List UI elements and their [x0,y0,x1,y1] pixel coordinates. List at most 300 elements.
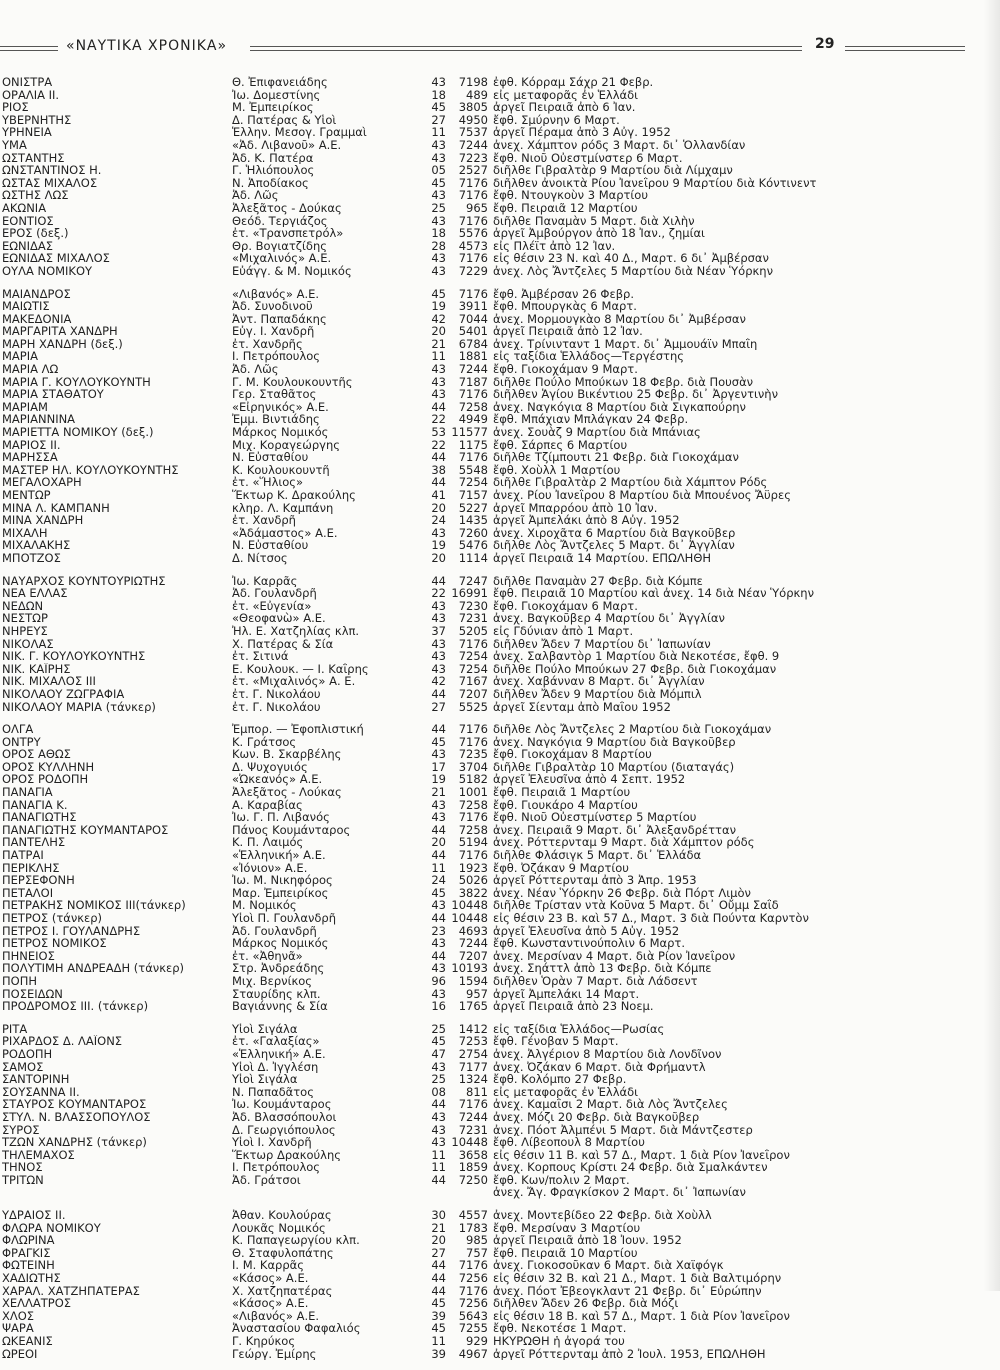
table-row [0,736,1000,749]
ship-status: ἀνεχ. Καμαΐσι 2 Μαρτ. διὰ Λὸς Ἄντζελες [493,1098,728,1111]
tonnage-code: 44 [431,1284,446,1298]
ship-name: ΜΑΡΙΑ [2,350,38,364]
owner-name: Ἀδ. Λῶς [232,189,279,202]
tonnage-code: 20 [431,551,446,565]
deadweight: 929 [466,1335,488,1348]
deadweight: 7176 [458,811,488,824]
table-row [0,887,1000,900]
owner-name: Δ. Νίτσος [232,551,288,565]
tonnage-code: 43 [431,1060,446,1074]
deadweight: 1114 [458,551,488,565]
table-row [0,139,1000,152]
table-row [0,988,1000,1001]
ship-status: διῆλθεν Ἄδεν 9 Μαρτίου διὰ Μόμπιλ [493,687,702,701]
owner-name: Κων. Β. Σκαρβέλης [232,748,342,761]
tonnage-code: 43 [431,526,446,540]
deadweight: 7254 [458,476,488,489]
table-row [0,723,1000,736]
table-row [0,350,1000,363]
ship-status: ἀνεχ. Μορμουγκὰο 8 Μαρτίου δι᾽ Ἀμβέρσαν [493,312,746,326]
tonnage-code: 16 [431,1000,446,1013]
deadweight: 7254 [458,662,488,676]
tonnage-code: 44 [431,912,446,925]
tonnage-code: 44 [431,1272,446,1285]
owner-name: Ἀναστασίου Φαφαλιός [232,1322,361,1335]
table-row [0,1209,1000,1222]
owner-name: Ἠλ. Ε. Χατζηλίας κλπ. [232,624,360,638]
ship-status: ἀνεχ. Μοντεβίδεο 22 Φεβρ. διὰ Χοὺλλ [493,1209,712,1222]
tonnage-code: 44 [431,1173,446,1187]
deadweight: 7176 [458,849,488,862]
deadweight: 7187 [458,375,488,389]
tonnage-code: 43 [431,637,446,651]
table-row [0,824,1000,837]
owner-name: Υἱοὶ Σιγάλα [232,1022,298,1036]
ship-status: ἀνεχ. Πόοτ Ἀλμπένι 5 Μαρτ. διὰ Μάντζεστερ [493,1123,753,1137]
deadweight: 1435 [458,514,488,527]
ship-name: ΩΚΕΑΝΙΣ [2,1335,53,1348]
ship-status: ἀνεχ. Πειραιᾶ 9 Μαρτ. δι᾽ Ἀλεξανδρέτταν [493,823,736,837]
tonnage-code: 44 [431,574,446,588]
journal-title: «ΝΑΥΤΙΚΑ ΧΡΟΝΙΚΑ» [62,38,231,54]
ship-name: ΜΑΡΙΑΜ [2,400,48,414]
tonnage-code: 45 [431,287,446,301]
ship-name: ΤΗΝΟΣ [2,1161,43,1174]
deadweight: 1923 [458,861,488,875]
deadweight: 7258 [458,798,488,812]
ship-status: διῆλθε Γιβραλτὰρ 10 Μαρτίου (διαταγάς) [493,760,735,774]
ship-name: ΣΑΝΤΟΡΙΝΗ [2,1073,70,1086]
ship-status: ἔφθ. Ἀμβέρσαν 26 Φεβρ. [493,287,634,301]
ship-name: ΝΙΚ. ΚΑΪΡΗΣ [2,662,71,676]
ship-name: ΕΡΟΣ (δεξ.) [2,227,69,240]
tonnage-code: 42 [431,675,446,688]
tonnage-code: 27 [431,700,446,714]
ship-status: ἔφθ. Νιοῦ Οὐεστμίνστερ 5 Μαρτίου [493,811,697,824]
tonnage-code: 45 [431,101,446,114]
owner-name: ἐτ. «Ἥλιος» [232,476,304,489]
table-row [0,748,1000,761]
ship-name: ΣΤΑΥΡΟΣ ΚΟΥΜΑΝΤΑΡΟΣ [2,1098,147,1111]
ship-status: διῆλθε Λὸς Ἄντζελες 2 Μαρτίου διὰ Γιοκοχάμαν [493,723,772,736]
owner-name: Θεόδ. Τεργιάζος [232,214,328,228]
table-row [0,1023,1000,1036]
ship-name: ΨΑΡΑ [2,1322,34,1335]
table-row [0,476,1000,489]
owner-name: «Ἑλληνική» Α.Ε. [232,1047,326,1061]
table-row [0,650,1000,663]
owner-name: Ἀντ. Παπαδάκης [232,312,327,326]
owner-name: «Κάσος» Α.Ε. [232,1297,309,1310]
ship-status: ἔφθ. Ντουγκοὺν 3 Μαρτίου [493,189,648,202]
ship-group [0,575,1000,714]
table-row [0,126,1000,139]
deadweight: 7176 [458,637,488,651]
deadweight: 957 [466,987,488,1001]
tonnage-code: 44 [431,451,446,464]
tonnage-code: 05 [431,164,446,177]
deadweight: 5548 [458,463,488,477]
ship-status: ἀνεχ. Ναγκόγια 8 Μαρτίου διὰ Σιγκαπούρην [493,400,746,414]
owner-name: Ἐμμ. Βιντιάδης [232,413,320,427]
ship-name: ΠΡΟΔΡΟΜΟΣ ΙΙΙ. (τάνκερ) [2,1000,149,1013]
owner-name: Μαρ. Ἐμπειρίκος [232,886,329,900]
ship-name: ΩΣΤΗΣ ΛΩΣ [2,189,69,202]
owner-name: Υἱοὶ Δ. Ἰγγλέση [232,1060,319,1074]
table-row [0,265,1000,278]
ship-name: ΠΑΝΑΓΙΑ [2,786,53,799]
owner-name: Ἀλεξᾶτος - Λούκας [232,786,342,799]
tonnage-code: 21 [431,337,446,351]
tonnage-code: 27 [431,113,446,127]
ship-name: ΤΡΙΤΩΝ [2,1173,44,1187]
deadweight: 10448 [451,912,488,925]
ship-status: διῆλθεν ἀνοικτὰ Ρίου Ἰανεΐρου 9 Μαρτίου διὰ Κόντινεντ [493,176,817,190]
ship-group [0,723,1000,1013]
ship-name: ΟΝΙΣΤΡΑ [2,76,53,89]
deadweight: 7207 [458,687,488,701]
table-row [0,862,1000,875]
table-row [0,401,1000,414]
ship-group [0,1209,1000,1360]
ship-status: ἀνεχ. Ὀζάκαν 6 Μαρτ. διὰ Φρήμαντλ [493,1060,706,1074]
ship-name: ΤΗΛΕΜΑΧΟΣ [2,1148,75,1162]
deadweight: 7253 [458,1035,488,1048]
ship-name: ΜΑΣΤΕΡ ΗΛ. ΚΟΥΛΟΥΚΟΥΝΤΗΣ [2,463,179,477]
ship-status: ἔφθ. Κων/πολιν 2 Μαρτ. [493,1173,630,1187]
table-row [0,252,1000,265]
header-rule-left-2 [0,50,58,51]
deadweight: 5576 [458,227,488,240]
owner-name: Γεώργ. Ἐμίρης [232,1347,317,1361]
ship-name: ΦΩΤΕΙΝΗ [2,1259,55,1273]
owner-name: Ἀδ. Βλασσόπουλοι [232,1110,337,1124]
owner-name: Θρ. Βογιατζίδης [232,239,328,253]
table-row [0,101,1000,114]
tonnage-code: 44 [431,949,446,963]
table-row [0,1259,1000,1272]
owner-name: ἐτ. «Εὐγενία» [232,599,312,613]
deadweight: 7177 [458,1060,488,1074]
ship-name: ΕΟΝΤΙΟΣ [2,214,54,228]
ship-name: ΩΣΤΑΣ ΜΙΧΑΛΟΣ [2,176,98,190]
table-row [0,1149,1000,1162]
ship-name: ΕΩΝΙΔΑΣ ΜΙΧΑΛΟΣ [2,252,110,265]
ship-name: ΝΑΥΑΡΧΟΣ ΚΟΥΝΤΟΥΡΙΩΤΗΣ [2,574,166,588]
deadweight: 1412 [458,1022,488,1036]
tonnage-code: 21 [431,1221,446,1235]
owner-name: Ε. Κουλουκ. — Ι. Καΐρης [232,662,369,676]
ship-name: ΥΒΕΡΝΗΤΗΣ [2,113,72,127]
ship-status: ἔφθ. Μερσίναν 3 Μαρτίου [493,1221,641,1235]
owner-name: Ἰω. Δομεστίνης [232,88,321,102]
tonnage-code: 44 [431,1259,446,1273]
owner-name: «Εἰρηνικός» Α.Ε. [232,400,329,414]
deadweight: 7229 [458,264,488,278]
table-row [0,227,1000,240]
ship-status: διῆλθε Φλάσιγκ 5 Μαρτ. δι᾽ Ἑλλάδα [493,849,702,862]
ship-name: ΧΑΔΙΩΤΗΣ [2,1272,61,1285]
ship-status: ἀργεῖ Ἐλευσῖνα ἀπὸ 5 Αὐγ. 1952 [493,924,680,938]
owner-name: Ἀδ. Λῶς [232,363,279,376]
deadweight: 7176 [458,252,488,265]
owner-name: Χ. Χατζηπατέρας [232,1284,333,1298]
owner-name: ἐτ. «Γαλαξίας» [232,1035,320,1048]
tonnage-code: 44 [431,849,446,862]
owner-name: Υἱοὶ Σιγάλα [232,1073,298,1086]
tonnage-code: 43 [431,189,446,202]
ship-status: εἰς μεταφορᾶς ἐν Ἑλλάδι [493,1085,639,1099]
table-row [0,164,1000,177]
tonnage-code: 47 [431,1047,446,1061]
owner-name: κληρ. Λ. Καμπάνη [232,501,334,515]
ship-name: ΜΑΡΙΑ Γ. ΚΟΥΛΟΥΚΟΥΝΤΗ [2,375,151,389]
table-row [0,638,1000,651]
ship-status: διῆλθε Τρίσταν ντὰ Κοῦνα 5 Μαρτ. δι᾽ Οὔμμ Σαΐδ [493,899,779,912]
deadweight: 4949 [458,413,488,427]
deadweight: 10448 [451,1136,488,1149]
owner-name: Θ. Σταφυλοπάτης [232,1246,334,1260]
tonnage-code: 43 [431,748,446,761]
table-row [0,1174,1000,1187]
ship-name: ΜΑΡΙΟΣ ΙΙ. [2,438,61,452]
owner-name: Ι. Πετρόπουλος [232,350,321,364]
ship-name: ΠΑΝΑΓΙΑ Κ. [2,798,68,812]
tonnage-code: 43 [431,662,446,676]
owner-name: Βαγιάννης & Σία [232,1000,328,1013]
ship-name: ΑΚΩΝΙΑ [2,201,47,215]
ship-status: ἔφθ. Νεκοτέσε 1 Μαρτ. [493,1322,627,1335]
ship-status: ἔφθ. Κωνσταντινούπολιν 6 Μαρτ. [493,937,685,950]
tonnage-code: 43 [431,937,446,950]
tonnage-code: 20 [431,501,446,515]
owner-name: ἐτ. Γ. Νικολάου [232,700,321,714]
tonnage-code: 11 [431,1161,446,1174]
deadweight: 4967 [458,1347,488,1361]
tonnage-code: 23 [431,924,446,938]
owner-name: Μιχ. Βερνίκος [232,974,313,988]
tonnage-code: 20 [431,1234,446,1247]
ship-name: ΡΙΤΑ [2,1022,28,1036]
ship-status: ἐφθ. Κόρραμ Σάχρ 21 Φεβρ. [493,76,654,89]
deadweight: 7244 [458,1110,488,1124]
ship-status: διῆλθεν Ἁγίου Βικέντιου 25 Φεβρ. δι᾽ Ἀργεντινὴν [493,388,779,401]
table-row [0,338,1000,351]
ship-status: ἀνεχ. Χιροχᾶτα 6 Μαρτίου διὰ Βαγκοῦβερ [493,526,736,540]
owner-name: Ἰω. Γ. Π. Λιβανός [232,811,330,824]
owner-name: «Ὠκεανός» Α.Ε. [232,773,323,787]
tonnage-code: 96 [431,974,446,988]
deadweight: 11577 [451,426,488,439]
table-row [0,575,1000,588]
table-row [0,288,1000,301]
table-row [0,1111,1000,1124]
deadweight: 1175 [458,438,488,452]
deadweight: 7044 [458,312,488,326]
tonnage-code: 44 [431,1098,446,1111]
table-row [0,688,1000,701]
tonnage-code: 42 [431,312,446,326]
ship-name: ΠΟΣΕΙΔΩΝ [2,987,63,1001]
owner-name: Κ. Γράτσος [232,735,297,749]
table-row [0,675,1000,688]
ship-status: ἔφθ. Χοὺλλ 1 Μαρτίου [493,463,621,477]
ship-name: ΟΡΟΣ ΚΥΛΛΗΝΗ [2,760,95,774]
ship-status: εἰς Πλέϊτ ἀπὸ 12 Ἰαν. [493,239,616,253]
deadweight: 3704 [458,760,488,774]
tonnage-code: 11 [431,1335,446,1348]
owner-name: Ἕκτωρ Κ. Δρακούλης [232,489,356,502]
table-row [0,1000,1000,1013]
tonnage-code: 24 [431,874,446,887]
owner-name: «Λιβανός» Α.Ε. [232,1309,320,1323]
table-row [0,874,1000,887]
deadweight: 7231 [458,612,488,625]
table-row [0,1310,1000,1323]
tonnage-code: 43 [431,599,446,613]
ship-name: ΝΙΚΟΛΑΣ [2,637,54,651]
deadweight: 7247 [458,574,488,588]
deadweight: 7254 [458,650,488,663]
owner-name: Ἐμπορ. — Ἐφοπλιστική [232,723,364,736]
ship-name: ΟΝΤΡΥ [2,735,41,749]
tonnage-code: 22 [431,587,446,600]
ship-name: ΕΩΝΙΔΑΣ [2,239,54,253]
table-row [0,773,1000,786]
tonnage-code: 43 [431,962,446,975]
deadweight: 3822 [458,886,488,900]
deadweight: 6784 [458,337,488,351]
ship-status: ἔφθ. Πειραιᾶ 10 Μαρτίου καὶ ἀνεχ. 14 διὰ Νέαν Ὑόρκην [493,587,815,600]
running-header [0,38,1000,60]
ship-name: ΜΙΝΑ Λ. ΚΑΜΠΑΝΗ [2,501,110,515]
ship-name: ΟΡΟΣ ΡΟΔΟΠΗ [2,773,89,787]
tonnage-code: 11 [431,1148,446,1162]
table-row [0,701,1000,714]
ship-status: ἀργεῖ Ἐλευσῖνα ἀπὸ 4 Σεπτ. 1952 [493,773,686,787]
deadweight: 7260 [458,526,488,540]
table-row [0,1335,1000,1348]
table-row [0,1136,1000,1149]
ship-status: ἀργεῖ Ἀμπελάκι ἀπὸ 8 Αὐγ. 1952 [493,514,680,527]
ship-name: ΜΑΡΙΑ ΣΤΑΘΑΤΟΥ [2,388,104,401]
owner-name: Ν. Εὐσταθίου [232,451,309,464]
ship-name: ΠΑΝΑΓΙΩΤΗΣ [2,811,77,824]
deadweight: 7176 [458,214,488,228]
table-row [0,1035,1000,1048]
ship-status: ἀνεχ. Πόοτ Ἐβεογκλαντ 21 Φεβρ. δι᾽ Εὐρώπην [493,1284,762,1298]
owner-name: Ν. Ἀποδίακος [232,176,309,190]
header-rule-right [845,46,965,47]
ship-name: ΣΤΥΛ. Ν. ΒΛΑΣΣΟΠΟΥΛΟΣ [2,1110,151,1124]
ship-status: ἔφθ. Πειραιᾶ 1 Μαρτίου [493,786,631,799]
ship-status: ἀργεῖ Πειραιᾶ ἀπὸ 12 Ἰαν. [493,325,643,338]
table-row [0,1348,1000,1361]
owner-name: Στρ. Ἀνδρεάδης [232,962,325,975]
tonnage-code: 45 [431,735,446,749]
tonnage-code: 18 [431,88,446,102]
deadweight: 5026 [458,874,488,887]
tonnage-code: 43 [431,1110,446,1124]
deadweight: 7176 [458,189,488,202]
ship-name: ΥΔΡΑΙΟΣ ΙΙ. [2,1209,66,1222]
ship-status: εἰς ταξίδια Ἑλλάδος—Ρωσίας [493,1022,665,1036]
tonnage-code: 28 [431,239,446,253]
ship-status: ἔφθ. Πειραιᾶ 10 Μαρτίου [493,1246,638,1260]
ship-status: ἀνεχ. Τρίνινταντ 1 Μαρτ. δι᾽ Ἀμμουάϊν Μπαΐη [493,337,758,351]
ship-status: διῆλθεν Ἄδεν 7 Μαρτίου δι᾽ Ἰαπωνίαν [493,637,711,651]
ship-name: ΜΑΡΓΑΡΙΤΑ ΧΑΝΔΡΗ [2,325,118,338]
owner-name: Ν. Παπαδᾶτος [232,1085,314,1099]
owner-name: Υἱοὶ Ι. Χανδρῆ [232,1136,312,1149]
ship-name: ΡΟΔΟΠΗ [2,1047,53,1061]
table-row [0,663,1000,676]
ship-name: ΠΕΤΡΟΣ ΝΟΜΙΚΟΣ [2,937,107,950]
deadweight: 7235 [458,748,488,761]
table-row [0,489,1000,502]
deadweight: 1765 [458,1000,488,1013]
ship-status: ἀνεχ. Ναγκόγια 9 Μαρτίου διὰ Βαγκοῦβερ [493,735,736,749]
ship-status: ἀργεῖ Πέραμα ἀπὸ 3 Αὐγ. 1952 [493,126,671,139]
ship-status: ἀργεῖ Μπαρρόου ἀπὸ 10 Ἰαν. [493,501,658,515]
table-row [0,899,1000,912]
ship-status: ἀνεχ. Λὸς Ἄντζελες 5 Μαρτίου διὰ Νέαν Ὑόρκην [493,264,773,278]
ship-status: ἀνεχ. Χαβάνναν 8 Μαρτ. δι᾽ Ἀγγλίαν [493,675,705,688]
tonnage-code: 19 [431,773,446,787]
deadweight: 1001 [458,786,488,799]
ship-status: ἀνεχ. Μερσίναν 4 Μαρτ. διὰ Ρίον Ἰανεΐρον [493,949,736,963]
ship-name: ΝΕΔΩΝ [2,599,44,613]
ship-status: ἀνεχ. Σηάττλ ἀπὸ 13 Φεβρ. διὰ Κόμπε [493,962,712,975]
deadweight: 7176 [458,176,488,190]
deadweight: 2527 [458,164,488,177]
ship-status: ἔφθ. Γιοκοχάμαν 6 Μαρτ. [493,599,638,613]
table-row [0,313,1000,326]
tonnage-code: 43 [431,363,446,376]
ship-name: ΜΕΝΤΩΡ [2,489,51,502]
ship-name: ΣΑΜΟΣ [2,1060,44,1074]
ship-status: ἀνεχ. Γιοκοσοῦκαν 6 Μαρτ. διὰ Χαϊφόγκ [493,1259,724,1273]
table-row [0,1186,1000,1199]
table-row [0,363,1000,376]
table-row [0,1124,1000,1137]
ship-status: διῆλθε Παναμὰν 27 Φεβρ. διὰ Κόμπε [493,574,703,588]
deadweight: 4573 [458,239,488,253]
owner-name: «Μιχαλινός» Α.Ε. [232,252,332,265]
table-row [0,76,1000,89]
tonnage-code: 30 [431,1209,446,1222]
ship-movements-table [0,76,1000,1370]
deadweight: 7244 [458,937,488,950]
tonnage-code: 53 [431,426,446,439]
ship-status: ἀνεχ. Ρόττερνταμ 9 Μαρτ. διὰ Χάμπτον ρόδς [493,836,755,850]
tonnage-code: 22 [431,413,446,427]
tonnage-code: 45 [431,886,446,900]
ship-group [0,76,1000,278]
table-row [0,215,1000,228]
ship-status: ἔφθ. Γιοκοχάμαν 9 Μαρτ. [493,363,638,376]
table-row [0,539,1000,552]
tonnage-code: 44 [431,476,446,489]
table-row [0,1098,1000,1111]
ship-name: ΦΛΩΡΑ ΝΟΜΙΚΟΥ [2,1221,101,1235]
owner-name: Ἀδ. Συνοδινοῦ [232,300,313,313]
table-row [0,177,1000,190]
owner-name: Δ. Ψυχογυιός [232,760,308,774]
ship-name: ΜΑΡΙΑΝΝΙΝΑ [2,413,76,427]
owner-name: Γ. Ἡλιόπουλος [232,164,315,177]
table-row [0,587,1000,600]
